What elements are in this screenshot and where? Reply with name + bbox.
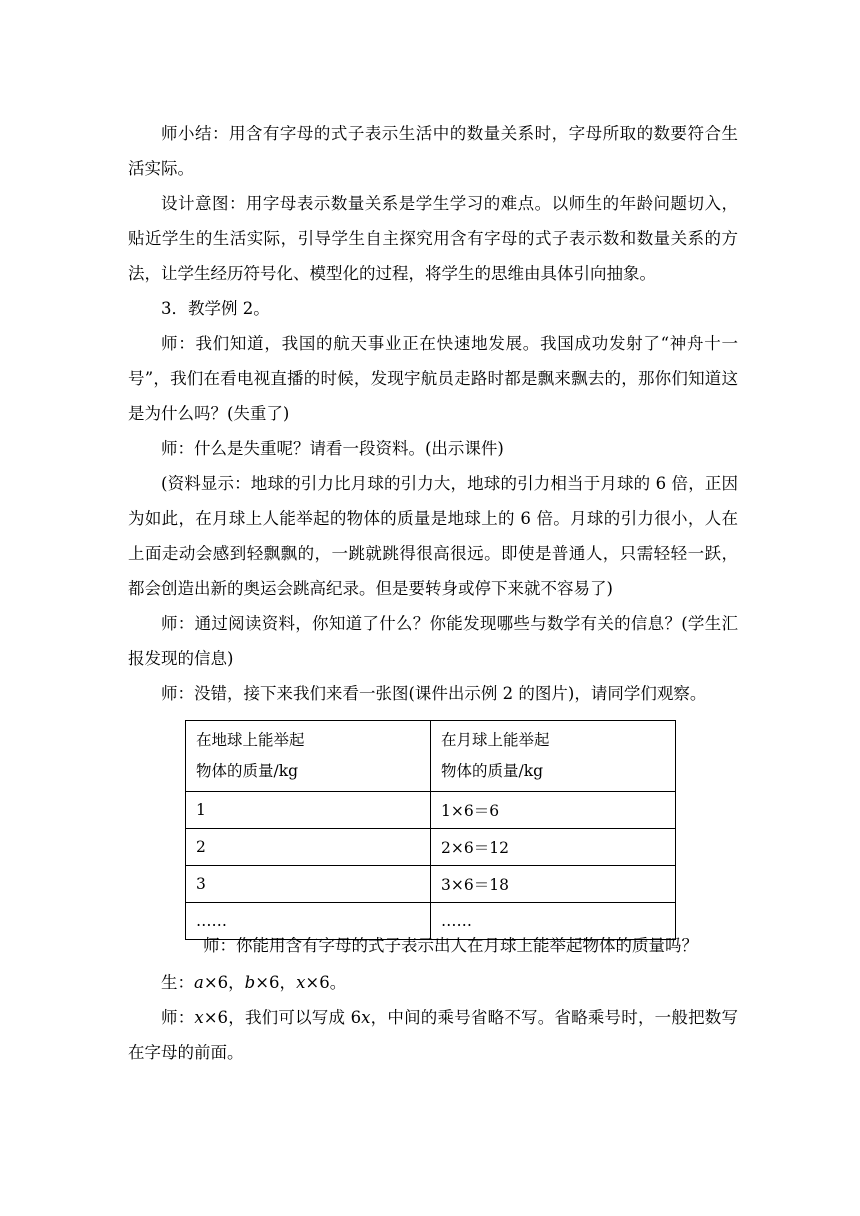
teacher-prefix: 师： <box>161 1008 195 1027</box>
table-cell: 1×6＝6 <box>431 792 676 829</box>
sep-2: ×6， <box>255 973 297 992</box>
sep-3: ×6。 <box>305 973 347 992</box>
teacher-observe-paragraph: 师：没错，接下来我们来看一张图(课件出示例 2 的图片)，请同学们观察。 <box>161 684 707 703</box>
teacher-question-paragraph: 师：什么是失重呢？请看一段资料。(出示课件) <box>161 439 504 458</box>
table-cell: …… <box>431 903 676 940</box>
table-header-row <box>186 721 676 792</box>
header-earth-line2: 物体的质量/kg <box>196 762 299 780</box>
table-cell: 2 <box>186 829 431 866</box>
table-cell: …… <box>186 903 431 940</box>
sep-1: ×6， <box>203 973 245 992</box>
var-b: b <box>244 973 256 992</box>
var-x-1: x <box>194 1008 204 1027</box>
teacher-explanation-paragraph <box>128 1000 738 1070</box>
table-header-earth <box>186 721 431 792</box>
var-x: x <box>296 973 306 992</box>
explanation-mid: ×6，我们可以写成 6 <box>203 1008 362 1027</box>
table-cell: 2×6＝12 <box>431 829 676 866</box>
teacher-reading-paragraph: 师：通过阅读资料，你知道了什么？你能发现哪些与数学有关的信息？(学生汇报发现的信息) <box>128 614 738 668</box>
explanation-rest: ，中间的乘号省略不写。省略乘号时，一般把数写在字母的前面。 <box>128 1008 739 1062</box>
table-cell: 3 <box>186 866 431 903</box>
table-cell: 1 <box>186 792 431 829</box>
summary-paragraph: 师小结：用含有字母的式子表示生活中的数量关系时，字母所取的数要符合生活实际。 <box>128 124 738 178</box>
header-moon-line1: 在月球上能举起 <box>441 731 550 749</box>
table-header-moon <box>431 721 676 792</box>
table-row <box>186 829 676 866</box>
header-earth-line1: 在地球上能举起 <box>196 731 305 749</box>
table-row <box>186 792 676 829</box>
material-paragraph: (资料显示：地球的引力比月球的引力大，地球的引力相当于月球的 6 倍，正因为如此，在月球上人能举起的物体的质量是地球上的 6 倍。月球的引力很小，人在上面走动会感到轻飘飘的，一跳就跳得很高很远。即使是普通人，只需轻轻一跃，都会创造出新的奥运会跳高纪录。但是要转身或停下来就不容易了) <box>128 474 738 598</box>
student-prefix: 生： <box>161 973 194 992</box>
teacher-formula-question: 师：你能用含有字母的式子表示出人在月球上能举起物体的质量吗？ <box>203 936 698 955</box>
section-heading-example-2: 3．教学例 2。 <box>161 299 270 318</box>
table-row <box>186 866 676 903</box>
student-answer-paragraph <box>128 965 738 1000</box>
design-intent-paragraph: 设计意图：用字母表示数量关系是学生学习的难点。以师生的年龄问题切入，贴近学生的生活实际，引导学生自主探究用含有字母的式子表示数和数量关系的方法，让学生经历符号化、模型化的过程，将学生的思维由具体引向抽象。 <box>128 194 738 283</box>
header-moon-line2: 物体的质量/kg <box>441 762 544 780</box>
var-a: a <box>194 973 204 992</box>
var-x-2: x <box>361 1008 371 1027</box>
mass-table <box>185 720 676 940</box>
table-cell: 3×6＝18 <box>431 866 676 903</box>
teacher-intro-paragraph: 师：我们知道，我国的航天事业正在快速地发展。我国成功发射了“神舟十一号”，我们在看电视直播的时候，发现宇航员走路时都是飘来飘去的，那你们知道这是为什么吗？(失重了) <box>128 334 738 423</box>
